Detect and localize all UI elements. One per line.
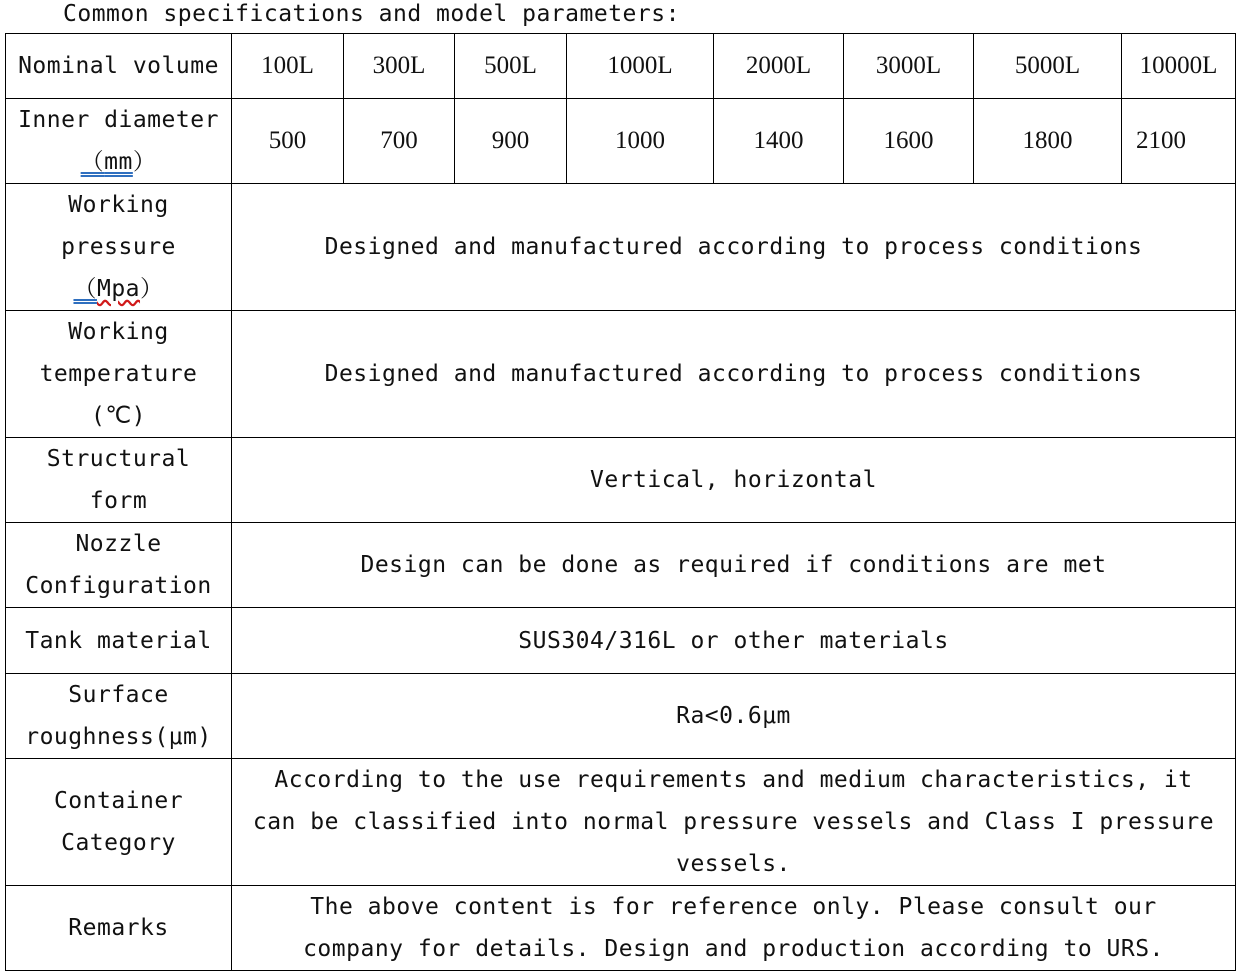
- label-line: roughness(μm): [25, 724, 212, 750]
- row-label-surface-roughness: [6, 674, 232, 759]
- label-line: Container: [53, 788, 184, 814]
- label-line: (℃): [90, 403, 147, 429]
- volume-cell: 500L: [455, 34, 567, 99]
- page-heading: Common specifications and model parameters:: [63, 1, 680, 27]
- label-line: form: [89, 488, 148, 514]
- diameter-cell: 1600: [844, 99, 974, 184]
- label-text: Inner diameter: [18, 107, 219, 133]
- material-value: SUS304/316L or other materials: [232, 608, 1236, 674]
- row-label-nozzle-configuration: [6, 523, 232, 608]
- table-row-nozzle-configuration: [6, 523, 1236, 608]
- structure-value: Vertical, horizontal: [232, 438, 1236, 523]
- row-label-nominal-volume: Nominal volume: [6, 34, 232, 99]
- remarks-value: The above content is for reference only. Please consult our company for details. Design and production according to URS.: [232, 886, 1236, 971]
- volume-cell: 2000L: [714, 34, 844, 99]
- label-line: Working: [68, 319, 169, 345]
- table-row-nominal-volume: [6, 34, 1236, 99]
- row-label-container-category: [6, 759, 232, 886]
- diameter-cell: 1400: [714, 99, 844, 184]
- volume-cell: 5000L: [974, 34, 1122, 99]
- volume-cell: 1000L: [567, 34, 714, 99]
- roughness-value: Ra<0.6μm: [232, 674, 1236, 759]
- temperature-value: Designed and manufactured according to process conditions: [232, 311, 1236, 438]
- unit-open-paren: （: [73, 276, 97, 302]
- unit-text: Mpa: [96, 276, 141, 302]
- label-line: Surface: [68, 682, 169, 708]
- spec-table: [5, 33, 1236, 971]
- table-row-working-temperature: [6, 311, 1236, 438]
- label-line: Working: [68, 192, 169, 218]
- row-label-tank-material: Tank material: [6, 608, 232, 674]
- table-row-structural-form: [6, 438, 1236, 523]
- table-row-surface-roughness: [6, 674, 1236, 759]
- unit-label: [10, 268, 227, 310]
- nozzle-value: Design can be done as required if conditions are met: [232, 523, 1236, 608]
- row-label-working-pressure: [6, 184, 232, 311]
- label-line: pressure: [61, 234, 176, 260]
- unit-close-paren: ）: [140, 276, 164, 302]
- row-label-working-temperature: [6, 311, 232, 438]
- volume-cell: 300L: [344, 34, 455, 99]
- volume-cell: 10000L: [1122, 34, 1236, 99]
- volume-cell: 3000L: [844, 34, 974, 99]
- table-row-remarks: [6, 886, 1236, 971]
- label-line: Category: [61, 830, 176, 856]
- unit-close-paren: ）: [132, 149, 157, 175]
- row-label-inner-diameter: [6, 99, 232, 184]
- unit-text: mm: [104, 149, 133, 175]
- unit-open-paren: （: [80, 149, 105, 175]
- diameter-cell: 2100: [1122, 99, 1236, 184]
- table-row-inner-diameter: [6, 99, 1236, 184]
- category-value: According to the use requirements and medium characteristics, it can be classified into normal pressure vessels and Class I pressure vessels.: [232, 759, 1236, 886]
- label-line: Nozzle: [75, 531, 162, 557]
- diameter-cell: 500: [232, 99, 344, 184]
- unit-label: [10, 141, 227, 183]
- pressure-value: Designed and manufactured according to process conditions: [232, 184, 1236, 311]
- diameter-cell: 1000: [567, 99, 714, 184]
- label-line: temperature: [39, 361, 198, 387]
- row-label-structural-form: [6, 438, 232, 523]
- volume-cell: 100L: [232, 34, 344, 99]
- diameter-cell: 900: [455, 99, 567, 184]
- table-row-tank-material: [6, 608, 1236, 674]
- table-row-container-category: [6, 759, 1236, 886]
- label-line: Structural: [46, 446, 191, 472]
- table-row-working-pressure: [6, 184, 1236, 311]
- row-label-remarks: Remarks: [6, 886, 232, 971]
- diameter-cell: 1800: [974, 99, 1122, 184]
- label-line: Configuration: [25, 573, 212, 599]
- diameter-cell: 700: [344, 99, 455, 184]
